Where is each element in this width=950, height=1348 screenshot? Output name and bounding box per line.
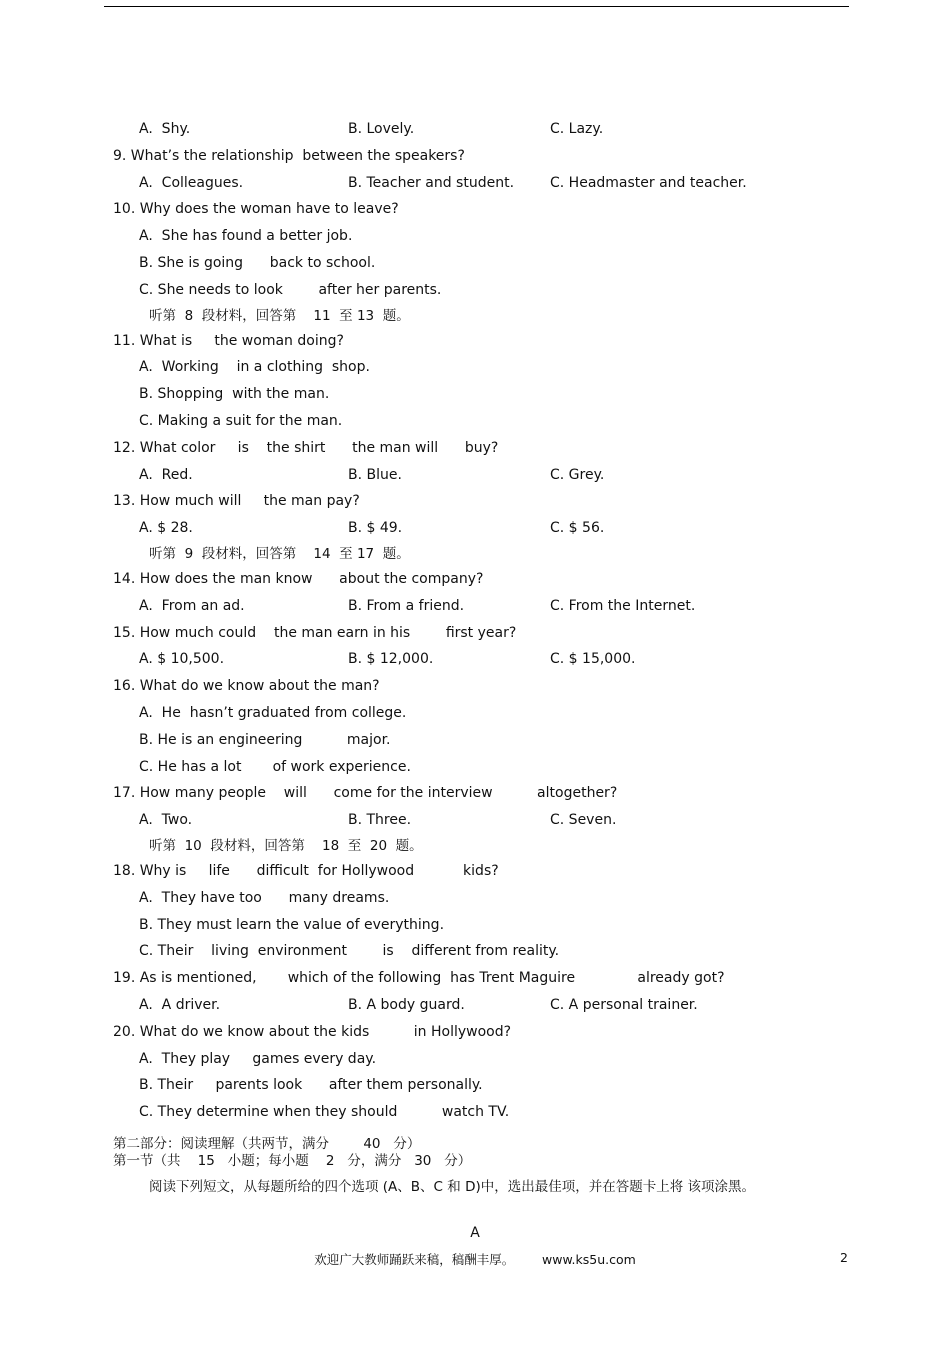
- reading-section: [113, 1136, 843, 1199]
- option-c: C. Their living environment is different from reality.: [139, 943, 560, 960]
- option-b: B. A body guard.: [348, 996, 465, 1013]
- question-13: 13. How much will the man pay?: [113, 493, 360, 510]
- question-14: 14. How does the man know about the company?: [113, 570, 484, 587]
- question-11: 11. What is the woman doing?: [113, 332, 344, 349]
- option-b: B. He is an engineering major.: [139, 731, 391, 748]
- option-c: C. They determine when they should watch TV.: [139, 1104, 510, 1121]
- option-a: A. They have too many dreams.: [139, 889, 390, 906]
- q14-options: [113, 593, 843, 620]
- option-c: C. Making a suit for the man.: [139, 412, 343, 429]
- option-b: B. Teacher and student.: [348, 174, 515, 191]
- option-a: A. Shy.: [139, 121, 191, 137]
- q9-options: [113, 170, 843, 197]
- section1-title: 第一节（共 15 小题；每小题 2 分，满分 30 分）: [113, 1153, 472, 1169]
- q12-options: [113, 462, 843, 489]
- option-a: A. They play games every day.: [139, 1050, 377, 1067]
- footer-text: 欢迎广大教师踊跃来稿，稿酬丰厚。 www.ks5u.com: [314, 1252, 636, 1267]
- question-9: 9. What’s the relationship between the speakers?: [113, 147, 465, 164]
- option-a: A. $ 28.: [139, 520, 193, 537]
- option-a: A. A driver.: [139, 996, 221, 1013]
- option-b: B. They must learn the value of everything.: [139, 916, 445, 933]
- option-a: A. From an ad.: [139, 597, 245, 614]
- option-c: C. $ 15,000.: [550, 651, 636, 668]
- option-a: A. Red.: [139, 466, 193, 483]
- passage-label: A: [470, 1225, 480, 1241]
- option-c: C. Lazy.: [550, 121, 604, 137]
- question-20: 20. What do we know about the kids in Hollywood?: [113, 1023, 512, 1040]
- option-c: C. She needs to look after her parents.: [139, 281, 442, 298]
- question-19: 19. As is mentioned, which of the following has Trent Maguire already got?: [113, 970, 725, 987]
- option-b: B. Blue.: [348, 466, 402, 483]
- option-c: C. He has a lot of work experience.: [139, 758, 411, 775]
- option-b: B. Lovely.: [348, 121, 415, 137]
- listening-note-8: 听第 8 段材料，回答第 11 至 13 题。: [149, 307, 410, 324]
- q13-options: [113, 515, 843, 542]
- q8-options: [113, 116, 843, 143]
- option-a: A. She has found a better job.: [139, 228, 353, 245]
- page-number: 2: [840, 1250, 848, 1265]
- question-16: 16. What do we know about the man?: [113, 678, 380, 695]
- option-b: B. $ 49.: [348, 520, 403, 537]
- option-b: B. She is going back to school.: [139, 254, 376, 271]
- listening-questions: [113, 116, 843, 1126]
- question-18: 18. Why is life difficult for Hollywood kids?: [113, 862, 499, 879]
- option-b: B. Three.: [348, 812, 412, 829]
- q19-options: [113, 992, 843, 1019]
- part2-title: 第二部分：阅读理解（共两节，满分 40 分）: [113, 1136, 421, 1152]
- q15-options: [113, 646, 843, 673]
- option-c: C. $ 56.: [550, 520, 605, 537]
- option-a: A. Colleagues.: [139, 174, 244, 191]
- top-rule: [104, 6, 849, 7]
- option-b: B. Their parents look after them personally.: [139, 1077, 483, 1094]
- option-b: B. From a friend.: [348, 597, 465, 614]
- option-c: C. Grey.: [550, 466, 605, 483]
- option-c: C. Seven.: [550, 812, 617, 829]
- listening-note-10: 听第 10 段材料，回答第 18 至 20 题。: [149, 837, 423, 854]
- option-a: A. Two.: [139, 812, 193, 829]
- question-17: 17. How many people will come for the interview altogether?: [113, 785, 618, 802]
- option-c: C. Headmaster and teacher.: [550, 174, 747, 191]
- option-a: A. He hasn’t graduated from college.: [139, 704, 407, 721]
- q17-options: [113, 807, 843, 834]
- question-12: 12. What color is the shirt the man will buy?: [113, 439, 499, 456]
- option-a: A. $ 10,500.: [139, 651, 225, 668]
- option-a: A. Working in a clothing shop.: [139, 359, 370, 376]
- question-10: 10. Why does the woman have to leave?: [113, 201, 399, 218]
- option-c: C. From the Internet.: [550, 597, 696, 614]
- question-15: 15. How much could the man earn in his first year?: [113, 624, 517, 641]
- option-b: B. $ 12,000.: [348, 651, 434, 668]
- reading-instruction: 阅读下列短文，从每题所给的四个选项 (A、B、C 和 D)中，选出最佳项，并在答题卡上将 该项涂黑。: [149, 1179, 756, 1195]
- option-b: B. Shopping with the man.: [139, 386, 330, 403]
- listening-note-9: 听第 9 段材料，回答第 14 至 17 题。: [149, 545, 410, 562]
- option-c: C. A personal trainer.: [550, 996, 698, 1013]
